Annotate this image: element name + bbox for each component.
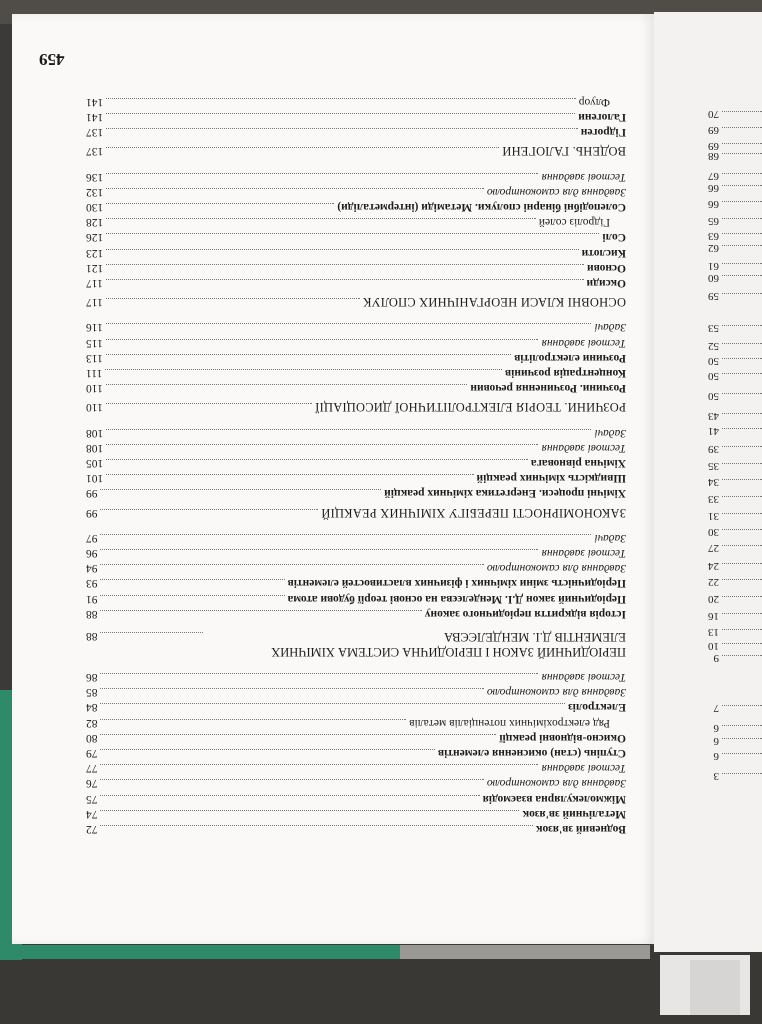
dot-leader — [722, 413, 762, 414]
facing-page-number — [662, 388, 762, 402]
toc-entry-title: Завдання для самоконтролю — [486, 185, 626, 198]
facing-page-number-text: 62 — [708, 242, 719, 254]
dot-leader — [106, 98, 576, 100]
toc-entry-page: 115 — [86, 336, 103, 349]
toc-entry — [86, 761, 626, 775]
toc-entry-title: Електроліз — [568, 701, 626, 714]
dot-leader — [722, 446, 762, 447]
facing-page-number-text: 24 — [708, 560, 719, 572]
toc-entry — [86, 125, 626, 139]
dot-leader — [106, 233, 599, 235]
toc-entry-title: ОСНОВНІ КЛАСИ НЕОРГАНІЧНИХ СПОЛУК — [362, 295, 626, 310]
toc-entry-page: 136 — [86, 170, 104, 183]
toc-entry-page: 113 — [86, 351, 103, 364]
dot-leader — [101, 749, 435, 751]
toc-entry — [86, 607, 626, 621]
toc-entry-page: 117 — [86, 277, 103, 289]
toc-entry-title: Завдання для самоконтролю — [486, 686, 626, 699]
toc-entry-page: 85 — [86, 686, 98, 699]
toc-entry-page: 88 — [86, 607, 98, 620]
dot-leader — [101, 795, 480, 797]
toc-entry — [86, 456, 626, 470]
facing-page-number — [662, 240, 762, 254]
toc-entry-title: Тестові завдання — [541, 671, 626, 683]
toc-entry-page: 141 — [86, 95, 104, 108]
toc-entry-page: 101 — [86, 472, 104, 485]
toc-entry-title: Хімічні процеси. Енергетика хімічних реакцій — [384, 487, 626, 500]
toc-entry-title: Галогени — [578, 111, 626, 123]
dot-leader — [722, 233, 762, 234]
toc-entry-page: 72 — [86, 823, 98, 835]
toc-entry-title: Металічний зв'язок — [522, 807, 626, 820]
facing-page-number-text: 31 — [708, 510, 719, 522]
toc-entry-title: Ступінь (стан) окиснення елементів — [437, 747, 626, 759]
toc-entry — [86, 792, 626, 806]
toc-entry — [86, 561, 626, 575]
dot-leader — [106, 188, 484, 190]
toc-entry-page: 80 — [86, 731, 98, 744]
facing-page-number-text: 53 — [708, 322, 719, 334]
dot-leader — [106, 113, 575, 115]
facing-page-number-text: 65 — [708, 215, 719, 227]
page-tab-inner — [690, 960, 740, 1015]
toc-entry-page: 108 — [86, 441, 104, 454]
toc-page — [12, 14, 654, 944]
dot-leader — [722, 545, 762, 546]
toc-entry-page: 97 — [86, 531, 98, 544]
toc-entry-title: Періодичний закон Д.І. Менделєєва на основі теорії будови атома — [287, 592, 626, 605]
toc-entry — [86, 807, 626, 821]
toc-entry-page: 108 — [86, 426, 104, 439]
facing-page-number — [662, 458, 762, 472]
facing-page-number — [662, 338, 762, 352]
toc-entry-title: Тестові завдання — [541, 547, 626, 559]
facing-page-number — [662, 491, 762, 505]
dot-leader — [106, 203, 334, 205]
toc-entry — [86, 426, 626, 440]
facing-page-number — [662, 733, 762, 747]
toc-entry — [86, 95, 626, 109]
facing-page-number — [662, 270, 762, 284]
facing-page-number-text: 43 — [708, 410, 719, 422]
toc-entry — [86, 441, 626, 455]
toc-entry-title: Задачі — [594, 426, 626, 439]
dot-leader — [101, 595, 285, 597]
toc-entry-page: 76 — [86, 777, 98, 790]
dot-leader — [722, 629, 762, 630]
dot-leader — [106, 474, 473, 476]
toc-entry — [86, 170, 626, 184]
toc-entry-page: 132 — [86, 185, 104, 198]
toc-entry-page: 137 — [86, 145, 104, 158]
toc-entry-title: ВОДЕНЬ. ГАЛОГЕНИ — [502, 144, 626, 159]
toc-entry-page: 99 — [86, 506, 98, 519]
dot-leader — [722, 143, 762, 144]
facing-page-number-text: 50 — [708, 390, 719, 402]
toc-entry — [86, 592, 626, 606]
facing-page-number-text: 52 — [708, 340, 719, 352]
toc-entry-page: 94 — [86, 562, 98, 575]
toc-entry — [86, 230, 626, 244]
dot-leader — [722, 428, 762, 429]
dot-leader — [101, 610, 422, 612]
dot-leader — [106, 459, 528, 461]
facing-page-number — [662, 650, 762, 664]
dot-leader — [722, 738, 762, 739]
toc-entry-title: Основи — [587, 261, 626, 274]
facing-page-number — [662, 508, 762, 522]
toc-entry — [86, 320, 626, 334]
dot-leader — [722, 753, 762, 754]
toc-entry — [86, 531, 626, 545]
facing-page-number-text: 20 — [708, 593, 719, 605]
toc-entry-title: Розчини. Розчинення речовин — [470, 382, 626, 395]
toc-entry-page: 141 — [86, 111, 104, 123]
toc-entry-title: Оксиди — [586, 277, 626, 289]
facing-page-number — [662, 106, 762, 120]
toc-entry-title: Завдання для самоконтролю — [486, 562, 626, 575]
dot-leader — [722, 596, 762, 597]
toc-entry — [86, 822, 626, 836]
toc-entry — [86, 110, 626, 124]
dot-leader — [722, 293, 762, 294]
dot-leader — [101, 534, 592, 536]
scanner-background — [0, 950, 762, 1024]
dot-leader — [106, 298, 360, 300]
facing-page-number — [662, 720, 762, 734]
facing-page-number — [662, 138, 762, 152]
dot-leader — [106, 339, 539, 341]
facing-page-number-text: 7 — [713, 702, 719, 714]
toc-entry-page: 86 — [86, 671, 98, 683]
toc-entry — [86, 471, 626, 485]
facing-page-number — [662, 168, 762, 182]
dot-leader — [722, 275, 762, 276]
facing-page-number-text: 50 — [708, 355, 719, 367]
toc-entry-page: 110 — [86, 401, 103, 414]
facing-page-number — [662, 228, 762, 242]
toc-entry-page: 110 — [86, 382, 103, 395]
dot-leader — [106, 323, 592, 325]
toc-entry-page: 91 — [86, 592, 98, 605]
toc-entry-title: Ряд електрохімічних потенціалів металів — [409, 716, 610, 729]
facing-page-number-text: 6 — [713, 750, 719, 762]
facing-page-number — [662, 474, 762, 488]
toc-entry — [86, 506, 626, 520]
dot-leader — [722, 655, 762, 656]
toc-entry-page: 130 — [86, 201, 104, 213]
dot-leader — [722, 111, 762, 112]
toc-entry-page: 77 — [86, 762, 98, 775]
facing-page-number — [662, 591, 762, 605]
toc-entry — [86, 486, 626, 500]
facing-page-number-text: 9 — [713, 652, 719, 664]
toc-entry — [86, 776, 626, 790]
toc-entry — [86, 546, 626, 560]
dot-leader — [101, 489, 382, 491]
facing-page-number — [662, 353, 762, 367]
toc-entry — [86, 276, 626, 290]
dot-leader — [722, 127, 762, 128]
dot-leader — [722, 185, 762, 186]
facing-page-number-text: 35 — [708, 460, 719, 472]
dot-leader — [722, 173, 762, 174]
toc-entry-title: Тестові завдання — [541, 170, 626, 183]
toc-entry-title: Швидкість хімічних реакцій — [476, 472, 626, 485]
facing-page-number — [662, 258, 762, 272]
toc-entry-title: Завдання для самоконтролю — [486, 777, 626, 790]
toc-entry-title: Тестові завдання — [541, 762, 626, 775]
facing-page-number-text: 3 — [713, 770, 719, 782]
facing-page-number-text: 33 — [708, 493, 719, 505]
dot-leader — [722, 725, 762, 726]
toc-entry — [86, 144, 626, 158]
facing-page-number-text: 68 — [708, 150, 719, 162]
toc-entry-page: 75 — [86, 792, 98, 805]
facing-page-number-text: 39 — [708, 443, 719, 455]
facing-page-number-text: 59 — [708, 290, 719, 302]
toc-entry-title: Історія відкриття періодичного закону — [424, 607, 626, 620]
toc-entry-title: Водневий зв'язок — [535, 823, 626, 835]
facing-page-number — [662, 540, 762, 554]
dot-leader — [101, 632, 204, 634]
toc-entry-title: Окисно-відновні реакції — [499, 731, 626, 744]
book-cover-spine — [400, 945, 650, 959]
toc-entry — [86, 351, 626, 365]
facing-page-number-text: 41 — [708, 425, 719, 437]
dot-leader — [106, 279, 584, 281]
facing-page-number — [662, 441, 762, 455]
facing-page-number-text: 69 — [708, 140, 719, 152]
toc-entry-title: Концентрація розчинів — [504, 367, 626, 379]
dot-leader — [106, 384, 467, 386]
toc-entry-page: 105 — [86, 457, 104, 469]
dot-leader — [101, 779, 484, 781]
dot-leader — [722, 479, 762, 480]
dot-leader — [101, 764, 539, 766]
facing-page-number — [662, 368, 762, 382]
dot-leader — [722, 563, 762, 564]
toc-entry-page: 88 — [86, 629, 98, 642]
toc-entry-title: Міжмолекулярна взаємодія — [482, 792, 626, 805]
dot-leader — [106, 444, 538, 446]
dot-leader — [722, 579, 762, 580]
dot-leader — [101, 688, 484, 690]
dot-leader — [101, 719, 407, 721]
book-cover-strip — [0, 945, 400, 959]
toc-entry-page: 126 — [86, 231, 104, 244]
facing-page-number — [662, 180, 762, 194]
dot-leader — [722, 245, 762, 246]
toc-entry-title: Кислоти — [581, 246, 626, 259]
toc-entry — [86, 670, 626, 684]
dot-leader — [722, 773, 762, 774]
dot-leader — [101, 734, 497, 736]
dot-leader — [722, 343, 762, 344]
facing-page-number — [662, 288, 762, 302]
toc-entry-page: 96 — [86, 547, 98, 559]
facing-page-number-text: 70 — [708, 108, 719, 120]
dot-leader — [722, 463, 762, 464]
dot-leader — [106, 249, 578, 251]
toc-entry-title: Гідроген — [580, 126, 626, 139]
facing-page-number-text: 16 — [708, 610, 719, 622]
dot-leader — [722, 496, 762, 497]
dot-leader — [106, 354, 511, 356]
facing-page-number-text: 13 — [708, 626, 719, 638]
dot-leader — [101, 579, 285, 581]
toc-entry — [86, 215, 626, 229]
dot-leader — [722, 529, 762, 530]
toc-entry-title: Задачі — [594, 531, 626, 544]
dot-leader — [722, 153, 762, 154]
dot-leader — [101, 810, 520, 812]
dot-leader — [105, 369, 502, 371]
facing-page-number-text: 6 — [713, 722, 719, 734]
toc-entry-page: 99 — [86, 487, 98, 500]
dot-leader — [722, 393, 762, 394]
toc-entry-page: 93 — [86, 577, 98, 590]
facing-page-number — [662, 768, 762, 782]
dot-leader — [106, 173, 538, 175]
facing-page-number — [662, 700, 762, 714]
facing-page-number — [662, 624, 762, 638]
toc-entry-page: 117 — [86, 296, 103, 309]
facing-page-number-text: 61 — [708, 260, 719, 272]
facing-page-number — [662, 213, 762, 227]
facing-page-number-text: 63 — [708, 230, 719, 242]
facing-page-number — [662, 320, 762, 334]
toc-entry — [86, 400, 626, 414]
toc-entry — [86, 366, 626, 380]
toc-entry-title: Задачі — [594, 321, 626, 334]
toc-entry-title: Хімічна рівновага — [530, 457, 626, 469]
facing-page-number — [662, 608, 762, 622]
facing-page-number-text: 10 — [708, 640, 719, 652]
toc-entry-page: 116 — [86, 321, 103, 334]
toc-entry-title: Гідроліз солей — [538, 216, 610, 229]
toc-entry-page: 121 — [86, 261, 104, 274]
toc-entry-title: Тестові завдання — [541, 441, 626, 454]
facing-page-number — [662, 122, 762, 136]
facing-page — [654, 12, 762, 952]
dot-leader — [722, 358, 762, 359]
facing-page-number — [662, 423, 762, 437]
toc-entry — [86, 336, 626, 350]
toc-entry — [86, 716, 626, 730]
toc-entry-title: Тестові завдання — [541, 336, 626, 349]
toc-entry-title: ПЕРІОДИЧНИЙ ЗАКОН І ПЕРІОДИЧНА СИСТЕМА ХІМІЧНИХ ЕЛЕМЕНТІВ Д.І. МЕНДЕЛЄЄВА — [271, 629, 626, 659]
facing-page-number-text: 60 — [708, 272, 719, 284]
facing-page-number-text: 66 — [708, 198, 719, 210]
toc-entry — [86, 731, 626, 745]
toc-content — [12, 14, 654, 944]
dot-leader — [101, 825, 533, 827]
toc-entry-page: 128 — [86, 216, 104, 229]
toc-entry — [86, 295, 626, 309]
toc-entry — [86, 381, 626, 395]
dot-leader — [101, 509, 319, 511]
toc-entry-page: 137 — [86, 126, 104, 139]
dot-leader — [101, 673, 539, 675]
facing-page-number — [662, 524, 762, 538]
toc-entry — [86, 576, 626, 590]
facing-page-number-text: 22 — [708, 576, 719, 588]
toc-entry — [86, 700, 626, 714]
facing-page-number-text: 30 — [708, 526, 719, 538]
facing-page-number — [662, 748, 762, 762]
toc-entry-title: Солі — [602, 231, 626, 244]
toc-entry — [86, 629, 626, 659]
dot-leader — [722, 705, 762, 706]
dot-leader — [722, 218, 762, 219]
toc-entry-title: ЗАКОНОМІРНОСТІ ПЕРЕБІГУ ХІМІЧНИХ РЕАКЦІЙ — [321, 505, 626, 520]
dot-leader — [722, 201, 762, 202]
toc-entry-title: Розчини електролітів — [514, 351, 626, 364]
dot-leader — [101, 549, 539, 551]
toc-entry-page: 82 — [86, 716, 98, 729]
dot-leader — [722, 263, 762, 264]
facing-page-number — [662, 558, 762, 572]
facing-page-number-text: 69 — [708, 124, 719, 136]
facing-page-number-text: 6 — [713, 735, 719, 747]
facing-page-number-text: 50 — [708, 370, 719, 382]
toc-entry — [86, 746, 626, 760]
toc-entry-page: 123 — [86, 246, 104, 259]
dot-leader — [106, 429, 591, 431]
facing-page-numbers — [654, 12, 762, 952]
dot-leader — [106, 403, 312, 405]
dot-leader — [106, 147, 499, 149]
toc-entry-page: 79 — [86, 747, 98, 759]
dot-leader — [106, 218, 536, 220]
facing-page-number — [662, 196, 762, 210]
dot-leader — [101, 564, 484, 566]
toc-entry — [86, 185, 626, 199]
dot-leader — [106, 128, 577, 130]
toc-entry-title: Флуор — [578, 95, 610, 108]
toc-entry — [86, 685, 626, 699]
facing-page-number-text: 66 — [708, 182, 719, 194]
dot-leader — [722, 325, 762, 326]
toc-entry-page: 84 — [86, 701, 98, 714]
toc-entry-title: Періодичність зміни хімічних і фізичних властивостей елементів — [287, 577, 626, 590]
dot-leader — [101, 703, 566, 705]
dot-leader — [722, 373, 762, 374]
toc-entry — [86, 261, 626, 275]
toc-entry — [86, 200, 626, 214]
dot-leader — [722, 513, 762, 514]
facing-page-number-text: 27 — [708, 542, 719, 554]
dot-leader — [722, 643, 762, 644]
dot-leader — [722, 613, 762, 614]
toc-entry-title: РОЗЧИНИ. ТЕОРІЯ ЕЛЕКТРОЛІТИЧНОЇ ДИСОЦІАЦІЇ — [315, 400, 626, 415]
facing-page-number — [662, 408, 762, 422]
facing-page-number — [662, 574, 762, 588]
dot-leader — [106, 264, 584, 266]
facing-page-number-text: 67 — [708, 170, 719, 182]
facing-page-number — [662, 638, 762, 652]
toc-entry — [86, 246, 626, 260]
facing-page-number-text: 34 — [708, 476, 719, 488]
toc-entry-page: 74 — [86, 807, 98, 820]
page-number: 459 — [39, 50, 65, 69]
toc-entry-page: 111 — [86, 367, 103, 379]
toc-entry-title: Солеподібні бінарні сполуки. Метаміди (інтерметаліди) — [337, 201, 626, 213]
